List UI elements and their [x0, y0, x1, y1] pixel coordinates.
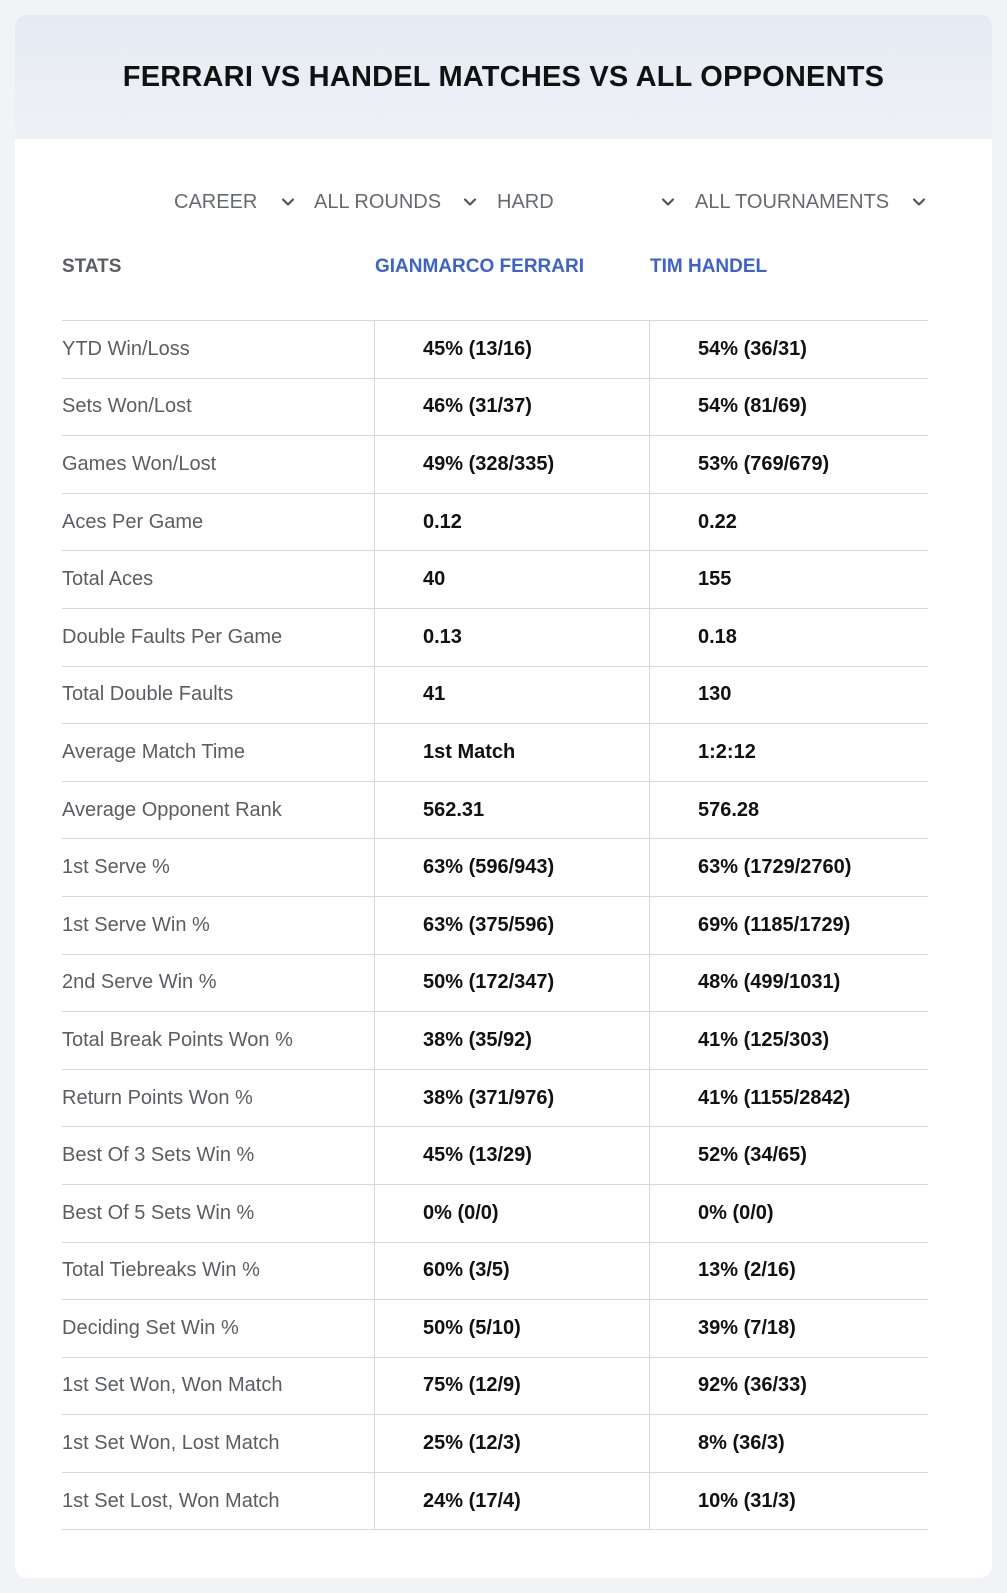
stat-label: 1st Serve Win %: [62, 913, 210, 936]
player-two-value: 41% (1155/2842): [649, 1070, 928, 1127]
card-header: [15, 15, 992, 139]
chevron-down-icon: [280, 194, 296, 210]
chevron-down-icon: [660, 194, 676, 210]
table-row: [62, 379, 928, 437]
table-row: [62, 321, 928, 379]
player-one-value: 25% (12/3): [374, 1415, 649, 1472]
stat-label: 1st Set Won, Won Match: [62, 1374, 283, 1397]
player-one-value: 45% (13/16): [374, 321, 649, 378]
table-row: [62, 609, 928, 667]
player-two-value: 52% (34/65): [649, 1127, 928, 1184]
player-one-value: 38% (35/92): [374, 1012, 649, 1069]
stat-label: 2nd Serve Win %: [62, 971, 217, 994]
filter-label: HARD: [497, 190, 554, 213]
stat-label: 1st Set Won, Lost Match: [62, 1432, 280, 1455]
player-one-value: 45% (13/29): [374, 1127, 649, 1184]
stats-table: [62, 248, 928, 1530]
player-one-value: 60% (3/5): [374, 1243, 649, 1300]
filter-rounds-dropdown[interactable]: [314, 185, 478, 219]
player-two-value: 1:2:12: [649, 724, 928, 781]
player-two-value: 155: [649, 551, 928, 608]
table-row: [62, 1473, 928, 1531]
table-row: [62, 494, 928, 552]
player-two-value: 576.28: [649, 782, 928, 839]
table-row: [62, 724, 928, 782]
player-two-value: 13% (2/16): [649, 1243, 928, 1300]
player-one-value: 50% (5/10): [374, 1300, 649, 1357]
filter-label: CAREER: [174, 190, 258, 213]
column-header-player-one[interactable]: GIANMARCO FERRARI: [375, 256, 584, 277]
player-one-value: 0.12: [374, 494, 649, 551]
filter-tournaments-dropdown[interactable]: [695, 185, 927, 219]
player-one-value: 24% (17/4): [374, 1473, 649, 1530]
table-header: [62, 248, 928, 321]
stat-label: Total Tiebreaks Win %: [62, 1259, 260, 1282]
table-row: [62, 551, 928, 609]
player-two-value: 0.22: [649, 494, 928, 551]
stat-label: 1st Set Lost, Won Match: [62, 1489, 280, 1512]
player-one-value: 50% (172/347): [374, 955, 649, 1012]
stat-label: Games Won/Lost: [62, 452, 217, 475]
column-header-stats: STATS: [62, 256, 122, 277]
player-one-value: 75% (12/9): [374, 1358, 649, 1415]
player-one-value: 562.31: [374, 782, 649, 839]
table-row: [62, 897, 928, 955]
filter-bar: [15, 185, 992, 219]
player-two-value: 0% (0/0): [649, 1185, 928, 1242]
table-row: [62, 1415, 928, 1473]
column-header-player-two[interactable]: TIM HANDEL: [650, 256, 768, 277]
stat-label: Total Break Points Won %: [62, 1028, 293, 1051]
stat-label: Total Double Faults: [62, 683, 234, 706]
stat-label: Average Opponent Rank: [62, 798, 282, 821]
player-two-value: 0.18: [649, 609, 928, 666]
stat-label: Total Aces: [62, 568, 154, 591]
stat-label: Double Faults Per Game: [62, 625, 283, 648]
table-body: [62, 321, 928, 1530]
player-two-value: 130: [649, 667, 928, 724]
page-title: FERRARI VS HANDEL MATCHES VS ALL OPPONENTS: [122, 60, 885, 93]
table-row: [62, 1012, 928, 1070]
player-two-value: 48% (499/1031): [649, 955, 928, 1012]
filter-surface-dropdown[interactable]: [497, 185, 676, 219]
player-two-value: 10% (31/3): [649, 1473, 928, 1530]
player-one-value: 40: [374, 551, 649, 608]
player-two-value: 39% (7/18): [649, 1300, 928, 1357]
filter-label: ALL TOURNAMENTS: [695, 190, 890, 213]
player-one-value: 1st Match: [374, 724, 649, 781]
filter-label: ALL ROUNDS: [314, 190, 442, 213]
player-two-value: 69% (1185/1729): [649, 897, 928, 954]
player-one-value: 46% (31/37): [374, 379, 649, 436]
player-one-value: 49% (328/335): [374, 436, 649, 493]
player-one-value: 63% (596/943): [374, 839, 649, 896]
player-one-value: 0% (0/0): [374, 1185, 649, 1242]
player-two-value: 54% (36/31): [649, 321, 928, 378]
table-row: [62, 667, 928, 725]
stat-label: Best Of 3 Sets Win %: [62, 1144, 255, 1167]
filter-career-dropdown[interactable]: [174, 185, 296, 219]
player-two-value: 8% (36/3): [649, 1415, 928, 1472]
table-row: [62, 955, 928, 1013]
table-row: [62, 1358, 928, 1416]
player-two-value: 92% (36/33): [649, 1358, 928, 1415]
player-two-value: 41% (125/303): [649, 1012, 928, 1069]
stat-label: 1st Serve %: [62, 856, 170, 879]
table-row: [62, 1243, 928, 1301]
chevron-down-icon: [462, 194, 478, 210]
table-row: [62, 1070, 928, 1128]
player-one-value: 0.13: [374, 609, 649, 666]
player-one-value: 38% (371/976): [374, 1070, 649, 1127]
table-row: [62, 1185, 928, 1243]
player-one-value: 41: [374, 667, 649, 724]
player-two-value: 54% (81/69): [649, 379, 928, 436]
stat-label: Average Match Time: [62, 740, 246, 763]
chevron-down-icon: [911, 194, 927, 210]
stats-card: [15, 15, 992, 1578]
stat-label: Best Of 5 Sets Win %: [62, 1201, 255, 1224]
stat-label: Aces Per Game: [62, 510, 204, 533]
table-row: [62, 436, 928, 494]
player-one-value: 63% (375/596): [374, 897, 649, 954]
player-two-value: 53% (769/679): [649, 436, 928, 493]
stat-label: Deciding Set Win %: [62, 1316, 239, 1339]
player-two-value: 63% (1729/2760): [649, 839, 928, 896]
table-row: [62, 1127, 928, 1185]
table-row: [62, 782, 928, 840]
table-row: [62, 1300, 928, 1358]
table-row: [62, 839, 928, 897]
stat-label: YTD Win/Loss: [62, 337, 190, 360]
stat-label: Sets Won/Lost: [62, 395, 192, 418]
stat-label: Return Points Won %: [62, 1086, 253, 1109]
